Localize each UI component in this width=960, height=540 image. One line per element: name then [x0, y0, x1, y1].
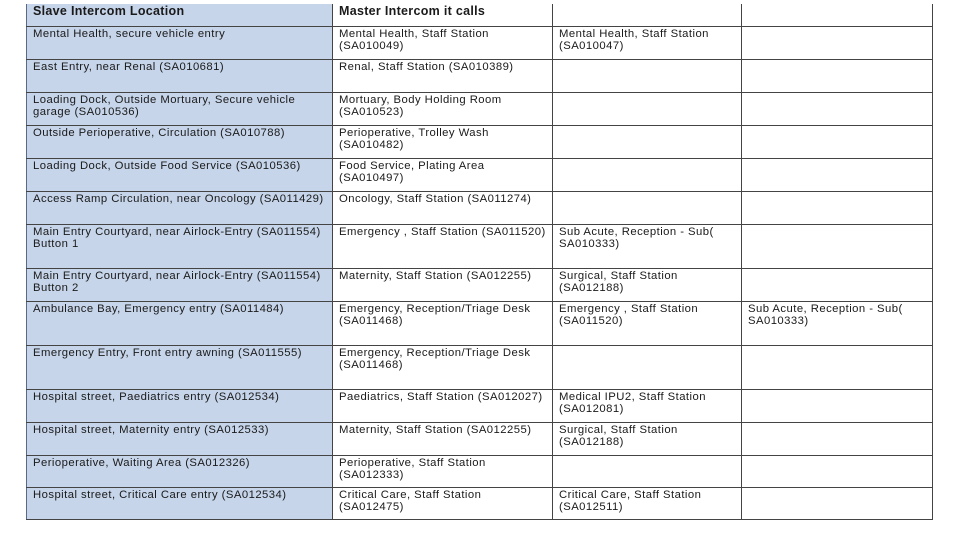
table-row — [27, 27, 933, 60]
slave-cell: Mental Health, secure vehicle entry — [27, 27, 333, 60]
master-cell-2 — [553, 456, 742, 488]
table-row — [27, 126, 933, 159]
master-cell-1: Renal, Staff Station (SA010389) — [333, 60, 553, 93]
master-cell-2 — [553, 346, 742, 390]
slave-cell: Main Entry Courtyard, near Airlock-Entry (SA011554) Button 1 — [27, 225, 333, 269]
master-cell-2: Emergency , Staff Station (SA011520) — [553, 302, 742, 346]
master-cell-3 — [742, 126, 933, 159]
slave-cell: Loading Dock, Outside Mortuary, Secure vehicle garage (SA010536) — [27, 93, 333, 126]
master-cell-3 — [742, 225, 933, 269]
table-row — [27, 269, 933, 302]
master-cell-3 — [742, 192, 933, 225]
table-row — [27, 456, 933, 488]
slave-cell: Outside Perioperative, Circulation (SA010788) — [27, 126, 333, 159]
slave-cell: Ambulance Bay, Emergency entry (SA011484) — [27, 302, 333, 346]
table-row — [27, 423, 933, 456]
master-cell-2 — [553, 159, 742, 192]
table-row — [27, 390, 933, 423]
master-cell-2 — [553, 192, 742, 225]
master-cell-3 — [742, 159, 933, 192]
header-slave-location: Slave Intercom Location — [27, 4, 333, 27]
master-cell-1: Paediatrics, Staff Station (SA012027) — [333, 390, 553, 423]
master-cell-2: Mental Health, Staff Station (SA010047) — [553, 27, 742, 60]
master-cell-2 — [553, 126, 742, 159]
slave-cell: East Entry, near Renal (SA010681) — [27, 60, 333, 93]
header-master-intercom: Master Intercom it calls — [333, 4, 553, 27]
master-cell-1: Oncology, Staff Station (SA011274) — [333, 192, 553, 225]
master-cell-3 — [742, 390, 933, 423]
table-row — [27, 488, 933, 520]
master-cell-1: Emergency, Reception/Triage Desk (SA011468) — [333, 302, 553, 346]
master-cell-1: Perioperative, Trolley Wash (SA010482) — [333, 126, 553, 159]
table-row — [27, 60, 933, 93]
slave-cell: Hospital street, Critical Care entry (SA012534) — [27, 488, 333, 520]
table-row — [27, 302, 933, 346]
master-cell-2 — [553, 93, 742, 126]
master-cell-3 — [742, 488, 933, 520]
master-cell-3 — [742, 27, 933, 60]
slave-cell: Emergency Entry, Front entry awning (SA011555) — [27, 346, 333, 390]
master-cell-1: Food Service, Plating Area (SA010497) — [333, 159, 553, 192]
master-cell-2 — [553, 60, 742, 93]
intercom-table-page — [26, 4, 932, 520]
master-cell-2: Medical IPU2, Staff Station (SA012081) — [553, 390, 742, 423]
master-cell-1: Maternity, Staff Station (SA012255) — [333, 423, 553, 456]
master-cell-3 — [742, 456, 933, 488]
table-row — [27, 93, 933, 126]
slave-cell: Loading Dock, Outside Food Service (SA010536) — [27, 159, 333, 192]
slave-cell: Access Ramp Circulation, near Oncology (SA011429) — [27, 192, 333, 225]
slave-cell: Hospital street, Paediatrics entry (SA012534) — [27, 390, 333, 423]
master-cell-3 — [742, 346, 933, 390]
table-header-row — [27, 4, 933, 27]
master-cell-2: Surgical, Staff Station (SA012188) — [553, 423, 742, 456]
table-row — [27, 192, 933, 225]
slave-cell: Main Entry Courtyard, near Airlock-Entry (SA011554) Button 2 — [27, 269, 333, 302]
master-cell-3 — [742, 269, 933, 302]
master-cell-3 — [742, 423, 933, 456]
master-cell-2: Surgical, Staff Station (SA012188) — [553, 269, 742, 302]
master-cell-3: Sub Acute, Reception - Sub( SA010333) — [742, 302, 933, 346]
master-cell-2: Critical Care, Staff Station (SA012511) — [553, 488, 742, 520]
slave-cell: Hospital street, Maternity entry (SA012533) — [27, 423, 333, 456]
master-cell-3 — [742, 60, 933, 93]
header-col4 — [742, 4, 933, 27]
master-cell-2: Sub Acute, Reception - Sub( SA010333) — [553, 225, 742, 269]
master-cell-1: Critical Care, Staff Station (SA012475) — [333, 488, 553, 520]
intercom-table — [26, 4, 933, 520]
master-cell-1: Emergency, Reception/Triage Desk (SA011468) — [333, 346, 553, 390]
master-cell-1: Perioperative, Staff Station (SA012333) — [333, 456, 553, 488]
master-cell-1: Mortuary, Body Holding Room (SA010523) — [333, 93, 553, 126]
header-col3 — [553, 4, 742, 27]
master-cell-1: Mental Health, Staff Station (SA010049) — [333, 27, 553, 60]
slave-cell: Perioperative, Waiting Area (SA012326) — [27, 456, 333, 488]
table-row — [27, 159, 933, 192]
master-cell-3 — [742, 93, 933, 126]
master-cell-1: Emergency , Staff Station (SA011520) — [333, 225, 553, 269]
table-row — [27, 225, 933, 269]
table-row — [27, 346, 933, 390]
master-cell-1: Maternity, Staff Station (SA012255) — [333, 269, 553, 302]
